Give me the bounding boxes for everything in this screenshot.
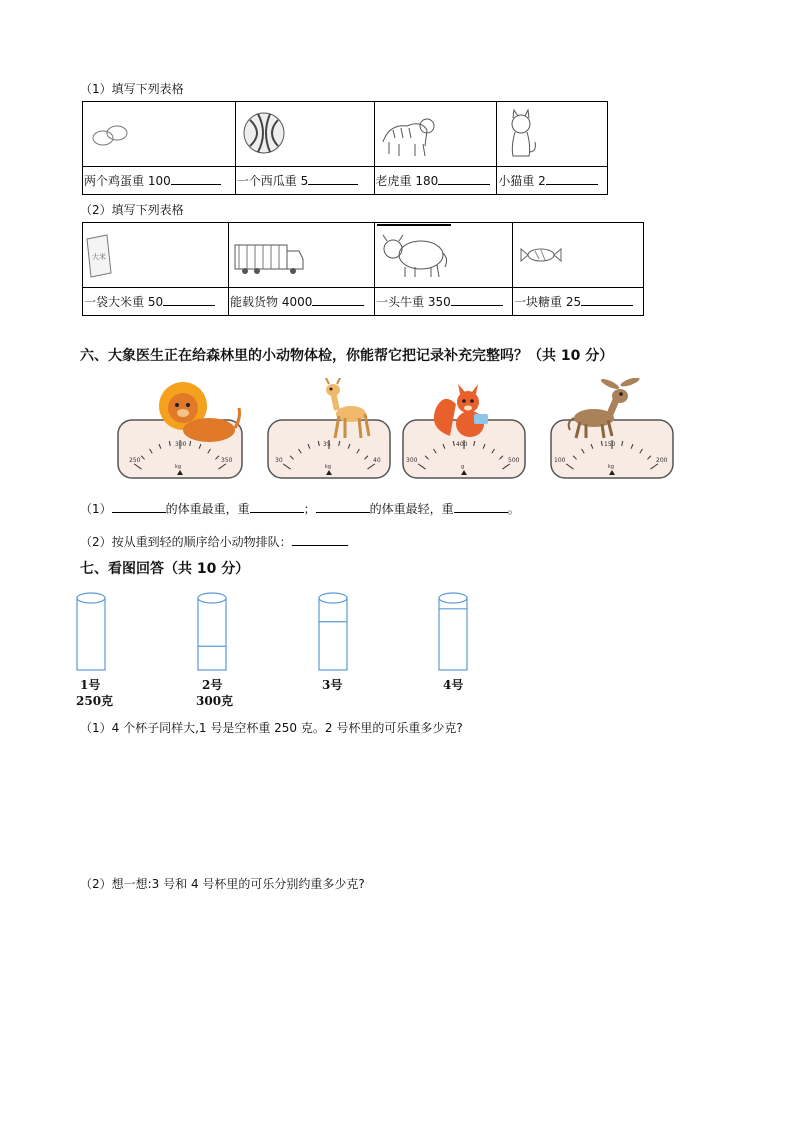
table1 [82, 101, 608, 195]
cup-rim [77, 593, 105, 603]
answer-blank[interactable] [438, 172, 490, 185]
q1-heaviest-text: 的体重最重，重 [165, 502, 250, 516]
q1-separator: ； [303, 502, 316, 516]
scale-graphic [550, 378, 674, 482]
truck-capacity-text: 能载货物 4000 [230, 295, 313, 309]
scale-graphic [402, 378, 526, 482]
cup-4-caption [443, 677, 463, 693]
answer-blank[interactable] [581, 293, 633, 306]
eggs-weight-text: 两个鸡蛋重 100 [84, 174, 171, 188]
scale-mid-label: 400 [456, 441, 468, 448]
donkey-scale [550, 378, 674, 486]
section6-title: 六、大象医生正在给森林里的小动物体检，你能帮它把记录补充完整吗？（共 10 分） [80, 348, 614, 364]
table1-text-cell [374, 167, 497, 195]
candy-weight-text: 一块糖重 25 [514, 295, 582, 309]
answer-blank[interactable] [163, 293, 215, 306]
scale-min-label: 30 [275, 457, 283, 464]
rice-weight-text: 一袋大米重 50 [84, 295, 164, 309]
cup-3-caption [322, 677, 342, 693]
cup-label: 1号 [80, 678, 101, 692]
scale-max-label: 350 [221, 457, 233, 464]
table2-image-cell [83, 223, 229, 288]
cat-icon [497, 102, 605, 162]
scale-max-label: 40 [373, 457, 381, 464]
table1-image-cell [497, 102, 608, 167]
table1-text-cell [83, 167, 236, 195]
table1-heading: （1）填写下列表格 [80, 82, 184, 96]
lion-scale [117, 378, 243, 486]
answer-area-1[interactable] [80, 740, 720, 860]
cup-label: 4号 [443, 678, 464, 692]
answer-blank[interactable] [312, 293, 364, 306]
eggs-icon [83, 102, 233, 162]
truck-icon [229, 223, 372, 283]
cow-weight-text: 一头牛重 350 [376, 295, 451, 309]
scale-mid-label: 300 [175, 441, 187, 448]
table2-text-cell [513, 288, 644, 316]
cup-2-caption [196, 677, 234, 709]
table2-image-cell [229, 223, 375, 288]
section6-question1 [80, 500, 520, 517]
cup-2 [197, 592, 229, 676]
cup-graphic [76, 592, 108, 672]
table2-text-cell [229, 288, 375, 316]
cup-body [77, 598, 105, 670]
scale-min-label: 300 [406, 457, 418, 464]
answer-area-2[interactable] [80, 896, 720, 1056]
heaviest-weight-blank[interactable] [250, 500, 304, 513]
cup-weight: 250克 [76, 694, 114, 708]
rice-bag-icon [83, 223, 226, 283]
section7-title: 七、看图回答（共 10 分） [80, 561, 250, 577]
scale-min-label: 100 [554, 457, 566, 464]
cup-weight: 300克 [196, 694, 234, 708]
scale-graphic [267, 378, 391, 482]
cup-body [198, 598, 226, 670]
scale-max-label: 200 [656, 457, 668, 464]
scale-min-label: 250 [129, 457, 141, 464]
cup-label: 2号 [202, 678, 223, 692]
cup-body [319, 598, 347, 670]
cup-label: 3号 [322, 678, 343, 692]
cup-rim [439, 593, 467, 603]
q2-text: （2）按从重到轻的顺序给小动物排队： [80, 535, 292, 549]
watermelon-icon [236, 102, 372, 162]
scale-graphic [117, 378, 243, 482]
scale-mid-label: 150 [604, 441, 616, 448]
answer-blank[interactable] [451, 293, 503, 306]
cow-icon [375, 223, 510, 283]
cup-1 [76, 592, 108, 676]
rice-bag-label: 大米 [92, 253, 106, 261]
answer-blank[interactable] [171, 172, 221, 185]
table1-image-cell [374, 102, 497, 167]
cup-3 [318, 592, 350, 676]
scale-mid-label: 35 [323, 441, 331, 448]
cat-weight-text: 小猫重 2 [498, 174, 546, 188]
scale-unit-label: kg [325, 464, 332, 470]
deer-scale [267, 378, 391, 486]
cup-rim [319, 593, 347, 603]
table2 [82, 222, 644, 316]
section7-question2: （2）想一想:3 号和 4 号杯里的可乐分别约重多少克? [80, 877, 365, 891]
q1-prefix: （1） [80, 502, 112, 516]
candy-icon [513, 223, 641, 283]
table2-heading: （2）填写下列表格 [80, 203, 184, 217]
cup-rim [198, 593, 226, 603]
watermelon-weight-text: 一个西瓜重 5 [236, 174, 309, 188]
squirrel-icon [434, 384, 488, 437]
table1-image-cell [235, 102, 374, 167]
squirrel-scale [402, 378, 526, 486]
scale-max-label: 500 [508, 457, 520, 464]
q1-lightest-text: 的体重最轻，重 [369, 502, 454, 516]
answer-blank[interactable] [546, 172, 598, 185]
cup-graphic [318, 592, 350, 672]
table2-image-cell [513, 223, 644, 288]
cup-graphic [438, 592, 470, 672]
cup-4 [438, 592, 470, 676]
table2-image-cell [375, 223, 513, 288]
table1-text-cell [497, 167, 608, 195]
table2-text-cell [375, 288, 513, 316]
heaviest-animal-blank[interactable] [112, 500, 166, 513]
tiger-weight-text: 老虎重 180 [375, 174, 439, 188]
scale-unit-label: kg [175, 464, 182, 470]
ordering-blank[interactable] [292, 533, 348, 546]
section6-question2 [80, 533, 348, 550]
table1-image-cell [83, 102, 236, 167]
lightest-weight-blank[interactable] [454, 500, 508, 513]
tiger-icon [375, 102, 495, 162]
answer-blank[interactable] [308, 172, 358, 185]
table1-text-cell [235, 167, 374, 195]
q1-end: 。 [507, 502, 520, 516]
cup-graphic [197, 592, 229, 672]
scale-unit-label: kg [608, 464, 615, 470]
section7-question1: （1）4 个杯子同样大,1 号是空杯重 250 克。2 号杯里的可乐重多少克? [80, 721, 463, 735]
cup-1-caption [76, 677, 114, 709]
lightest-animal-blank[interactable] [316, 500, 370, 513]
table2-text-cell [83, 288, 229, 316]
scale-unit-label: g [461, 464, 465, 470]
